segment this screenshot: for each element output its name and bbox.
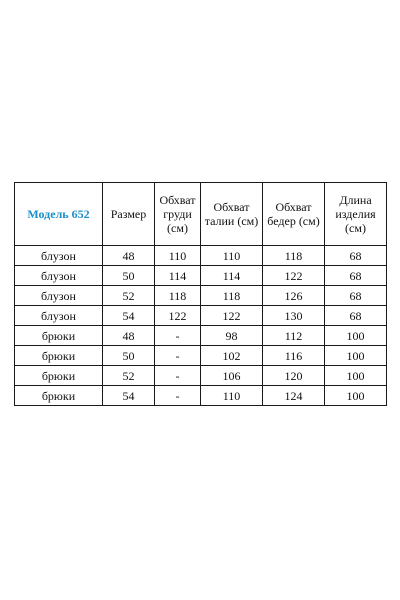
header-hips-line-1: Обхват [275, 200, 312, 214]
cell-length: 68 [325, 286, 387, 306]
cell-item: брюки [15, 366, 103, 386]
header-waist-line-1: Обхват [213, 200, 250, 214]
cell-hips: 120 [263, 366, 325, 386]
cell-chest: 118 [155, 286, 201, 306]
cell-size: 54 [103, 306, 155, 326]
cell-length: 68 [325, 306, 387, 326]
header-waist [201, 183, 263, 246]
cell-length: 68 [325, 266, 387, 286]
cell-waist: 110 [201, 386, 263, 406]
cell-waist: 102 [201, 346, 263, 366]
table-row [15, 246, 387, 266]
cell-hips: 126 [263, 286, 325, 306]
cell-waist: 114 [201, 266, 263, 286]
cell-waist: 110 [201, 246, 263, 266]
cell-chest: - [155, 386, 201, 406]
header-length-line-2: изделия [335, 207, 376, 221]
cell-item: брюки [15, 346, 103, 366]
table-row [15, 326, 387, 346]
cell-hips: 118 [263, 246, 325, 266]
cell-hips: 112 [263, 326, 325, 346]
cell-hips: 130 [263, 306, 325, 326]
cell-length: 100 [325, 366, 387, 386]
cell-item: блузон [15, 266, 103, 286]
size-chart-table [14, 182, 387, 406]
header-hips-line-2: бедер (см) [267, 214, 320, 228]
header-length-line-1: Длина [339, 193, 372, 207]
cell-length: 100 [325, 346, 387, 366]
cell-chest: 110 [155, 246, 201, 266]
cell-waist: 106 [201, 366, 263, 386]
header-chest [155, 183, 201, 246]
cell-waist: 98 [201, 326, 263, 346]
cell-chest: - [155, 326, 201, 346]
cell-size: 54 [103, 386, 155, 406]
table-row [15, 366, 387, 386]
cell-chest: - [155, 366, 201, 386]
header-waist-line-2: талии (см) [204, 214, 259, 228]
cell-length: 68 [325, 246, 387, 266]
cell-size: 48 [103, 326, 155, 346]
cell-waist: 118 [201, 286, 263, 306]
cell-item: блузон [15, 286, 103, 306]
table-row [15, 306, 387, 326]
table-row [15, 286, 387, 306]
header-hips [263, 183, 325, 246]
cell-waist: 122 [201, 306, 263, 326]
header-chest-line-2: груди [163, 207, 192, 221]
cell-size: 52 [103, 366, 155, 386]
cell-size: 48 [103, 246, 155, 266]
header-size: Размер [103, 183, 155, 246]
table-row [15, 386, 387, 406]
cell-item: брюки [15, 386, 103, 406]
cell-size: 50 [103, 346, 155, 366]
cell-length: 100 [325, 386, 387, 406]
cell-hips: 116 [263, 346, 325, 366]
cell-item: блузон [15, 246, 103, 266]
cell-item: блузон [15, 306, 103, 326]
table-row [15, 346, 387, 366]
cell-item: брюки [15, 326, 103, 346]
cell-length: 100 [325, 326, 387, 346]
header-chest-line-3: (см) [167, 221, 188, 235]
cell-size: 50 [103, 266, 155, 286]
header-row [15, 183, 387, 246]
cell-chest: 122 [155, 306, 201, 326]
table-row [15, 266, 387, 286]
header-length [325, 183, 387, 246]
model-title: Модель 652 [15, 183, 103, 246]
cell-chest: - [155, 346, 201, 366]
cell-hips: 124 [263, 386, 325, 406]
cell-chest: 114 [155, 266, 201, 286]
header-length-line-3: (см) [345, 221, 366, 235]
cell-hips: 122 [263, 266, 325, 286]
cell-size: 52 [103, 286, 155, 306]
header-chest-line-1: Обхват [159, 193, 196, 207]
